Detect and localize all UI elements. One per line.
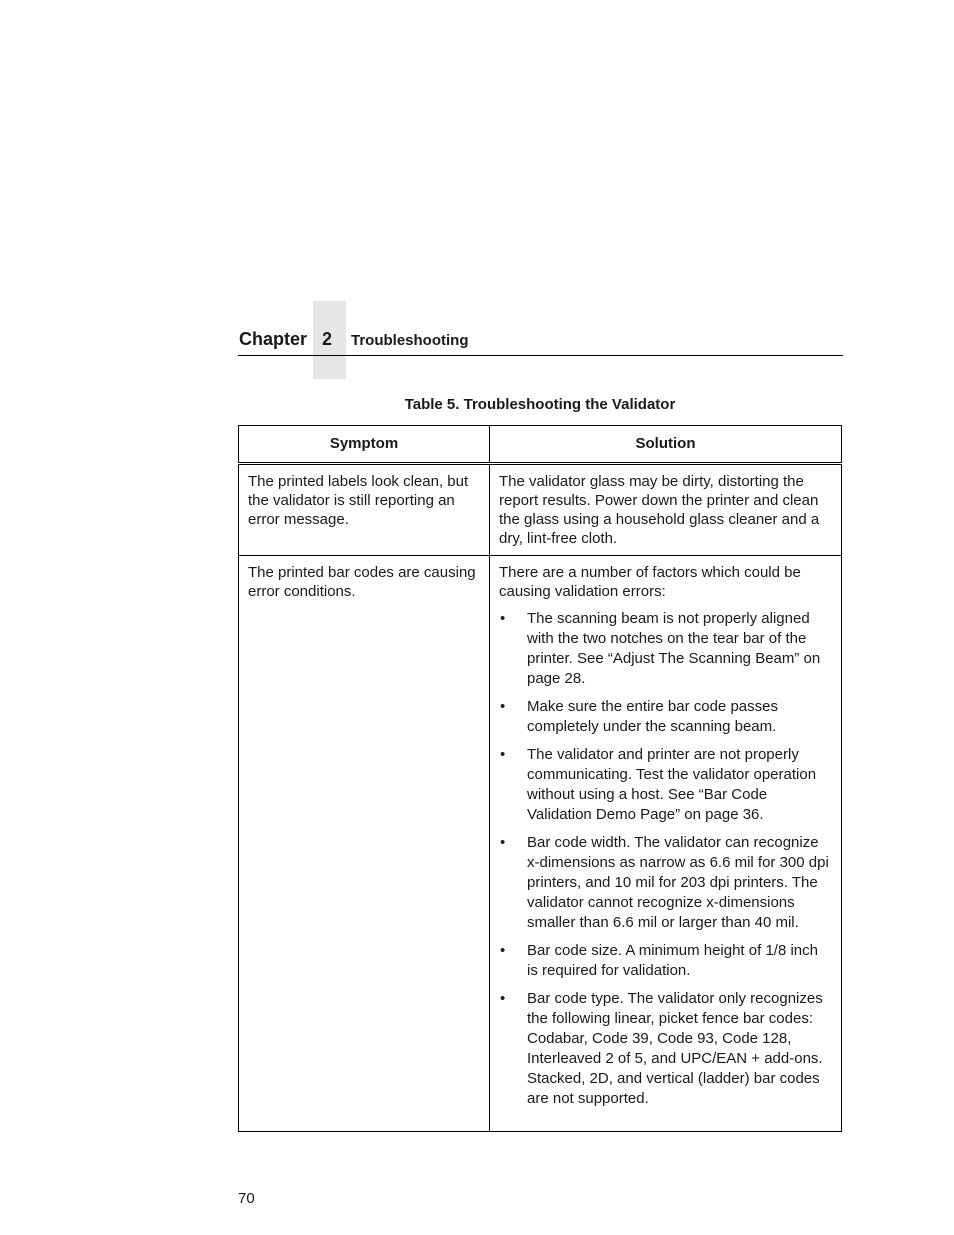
troubleshooting-table [238, 425, 842, 1132]
bullet-icon: • [500, 942, 506, 959]
solution-cell [490, 556, 842, 1132]
chapter-number: 2 [322, 329, 333, 349]
list-item-text: The scanning beam is not properly aligned with the two notches on the tear bar of the printer. See “Adjust The Scanning Beam” on page 28. [527, 610, 821, 687]
list-item [499, 697, 831, 737]
solution-cell [490, 464, 842, 556]
solution-bullet-list [499, 609, 831, 1109]
bullet-icon: • [500, 746, 506, 763]
list-item [499, 745, 831, 825]
solution-intro: There are a number of factors which could be causing validation errors: [499, 564, 801, 600]
column-header-solution: Solution [490, 426, 842, 464]
table-caption: Table 5. Troubleshooting the Validator [404, 396, 676, 413]
symptom-cell [239, 464, 490, 556]
table-header-row [239, 426, 842, 464]
list-item-text: Bar code size. A minimum height of 1/8 inch is required for validation. [527, 942, 818, 979]
bullet-icon: • [500, 834, 506, 851]
list-item-text: The validator and printer are not properly communicating. Test the validator operation without using a host. See “Bar Code Validation Demo Page” on page 36. [527, 746, 817, 823]
bullet-icon: • [500, 610, 506, 627]
header-divider [238, 355, 843, 356]
table-row [239, 556, 842, 1132]
list-item [499, 989, 831, 1109]
solution-text: The validator glass may be dirty, distorting the report results. Power down the printer and clean the glass using a household glass cleaner and a dry, lint-free cloth. [499, 473, 820, 547]
bullet-icon: • [500, 698, 506, 715]
list-item-text: Bar code type. The validator only recognizes the following linear, picket fence bar codes: Codabar, Code 39, Code 93, Code 128, Interleaved 2 of 5, and UPC/EAN + add-ons. Stacked, 2D, and vertical (ladder) bar codes are not supported. [527, 990, 823, 1107]
chapter-label: Chapter [239, 329, 308, 349]
chapter-title: Troubleshooting [351, 332, 469, 349]
list-item-text: Make sure the entire bar code passes completely under the scanning beam. [527, 698, 778, 735]
bullet-icon: • [500, 990, 506, 1007]
symptom-text: The printed labels look clean, but the validator is still reporting an error message. [248, 473, 469, 528]
page-number: 70 [238, 1190, 255, 1207]
symptom-cell [239, 556, 490, 1132]
list-item-text: Bar code width. The validator can recognize x-dimensions as narrow as 6.6 mil for 300 dpi printers, and 10 mil for 203 dpi printers. The validator cannot recognize x-dimensions smaller than 6.6 mil or larger than 40 mil. [527, 834, 829, 931]
symptom-text: The printed bar codes are causing error conditions. [248, 564, 476, 600]
column-header-symptom: Symptom [239, 426, 490, 464]
list-item [499, 833, 831, 933]
list-item [499, 609, 831, 689]
list-item [499, 941, 831, 981]
table-row [239, 464, 842, 556]
